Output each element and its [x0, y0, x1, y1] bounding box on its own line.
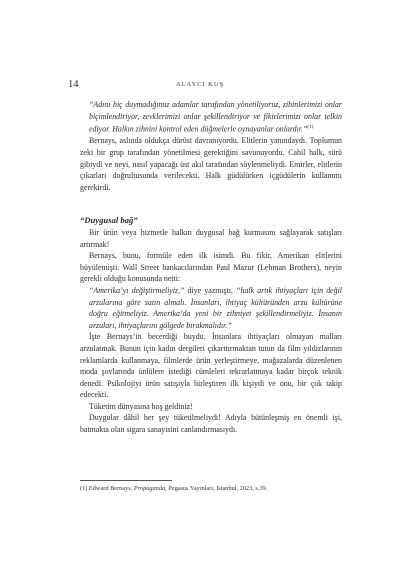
paragraph-cigarette: Duygular dâhil her şey tüketilmeliydi! Adıyla bütünleşmiş en önemli işi, batmakta olan sigara sanayisini canlandırmasıydı. [80, 413, 342, 435]
mazur-quote-plain: diye yazmıştı, [184, 285, 237, 295]
footnote-prefix: (1) Edward Bernays, [80, 485, 134, 492]
paragraph-emotional-bond: Bir ürün veya hizmetle halkın duygusal bağ kurmasını sağlayarak satışları artırmak! [80, 227, 342, 249]
footnote-book-title: Propaganda [133, 485, 166, 492]
section-heading: “Duygusal bağ” [80, 215, 138, 226]
body-text [80, 99, 342, 436]
page-number: 14 [68, 79, 79, 90]
paragraph-techniques: İşte Bernays’in becerdiği buydu. İnsanlara ihtiyaçları olmayan malları arzulatmak. Bunun için kadın dergileri çıkarttırmaktan tutun da film yıldızlarının reklamlarda kullanmaya, filmlerde ürün yerleştirmeye, mağazalarda düzenlenen moda şovlarında ünlülere istediği cümleleri tekrarlatmaya kadar birçok teknik denedi. Psikolojiyi ürün satışıyla birleştiren ilk kişiydi ve onu, bir çok takip edecekti. [80, 332, 342, 400]
mazur-quote-part1: “Amerika’yı değiştirmeliyiz,” [89, 285, 185, 295]
paragraph-formula: Bernays, bunu, formüle eden ilk isimdi. Bu fikir, Amerikan elitlerini büyülemişti. Wall Street bankacılarından Paul Mazur (Lehman Brothers), neyin gerekli olduğu konusunda netti: [80, 251, 342, 284]
opening-quote-text: “Adını hiç duymadığımız adamlar tarafından yönetiliyoruz, zihinlerimizi onlar biçimlendiriyor, zevklerimizi onlar şekillendiriyor ve fikirlerimizi onlar telkin ediyor. Halkın zihnini kontrol eden düğmelerle oynayanlar onlardır.” [89, 100, 342, 134]
running-head: ALAYCI KUŞ [175, 81, 225, 88]
paragraph-welcome: Tüketim dünyasına hoş geldiniz! [89, 401, 193, 411]
footnote-reference: (1) [307, 125, 314, 131]
footnote-suffix: , Pegasus Yayınları, İstanbul, 2023, s.39. [165, 485, 268, 492]
mazur-quote-part2: “halk artık ihtiyaçları için değil arzularına göre satın almalı. İnsanları, ihtiyaç kültüründen arzu kültürüne doğru eğitmeliyiz. Amerika’da yeni bir zihniyet şekillendirmeliyiz. İnsanın arzuları, ihtiyaçlarını gölgede bırakmalıdır.” [89, 285, 342, 330]
opening-quote [89, 99, 342, 135]
footnote [80, 484, 342, 493]
mazur-quote [89, 285, 342, 331]
paragraph-bernays-elites: Bernays, aslında oldukça dürüst davranıyordu. Elitlerin yanındaydı. Toplumun zeki bir grup tarafından yönetilmesi gerektiğini savunuyordu. Cahil halk, sürü gibiydi ve neyi, nasıl yapacağı üst akıl tarafından söylenmeliydi. Emirler, elitlerin çıkarları doğrultusunda verilecekti. Halk güdülürken içgüdülerin kullanımı gerekirdi. [80, 136, 342, 192]
footnote-divider [80, 480, 172, 481]
